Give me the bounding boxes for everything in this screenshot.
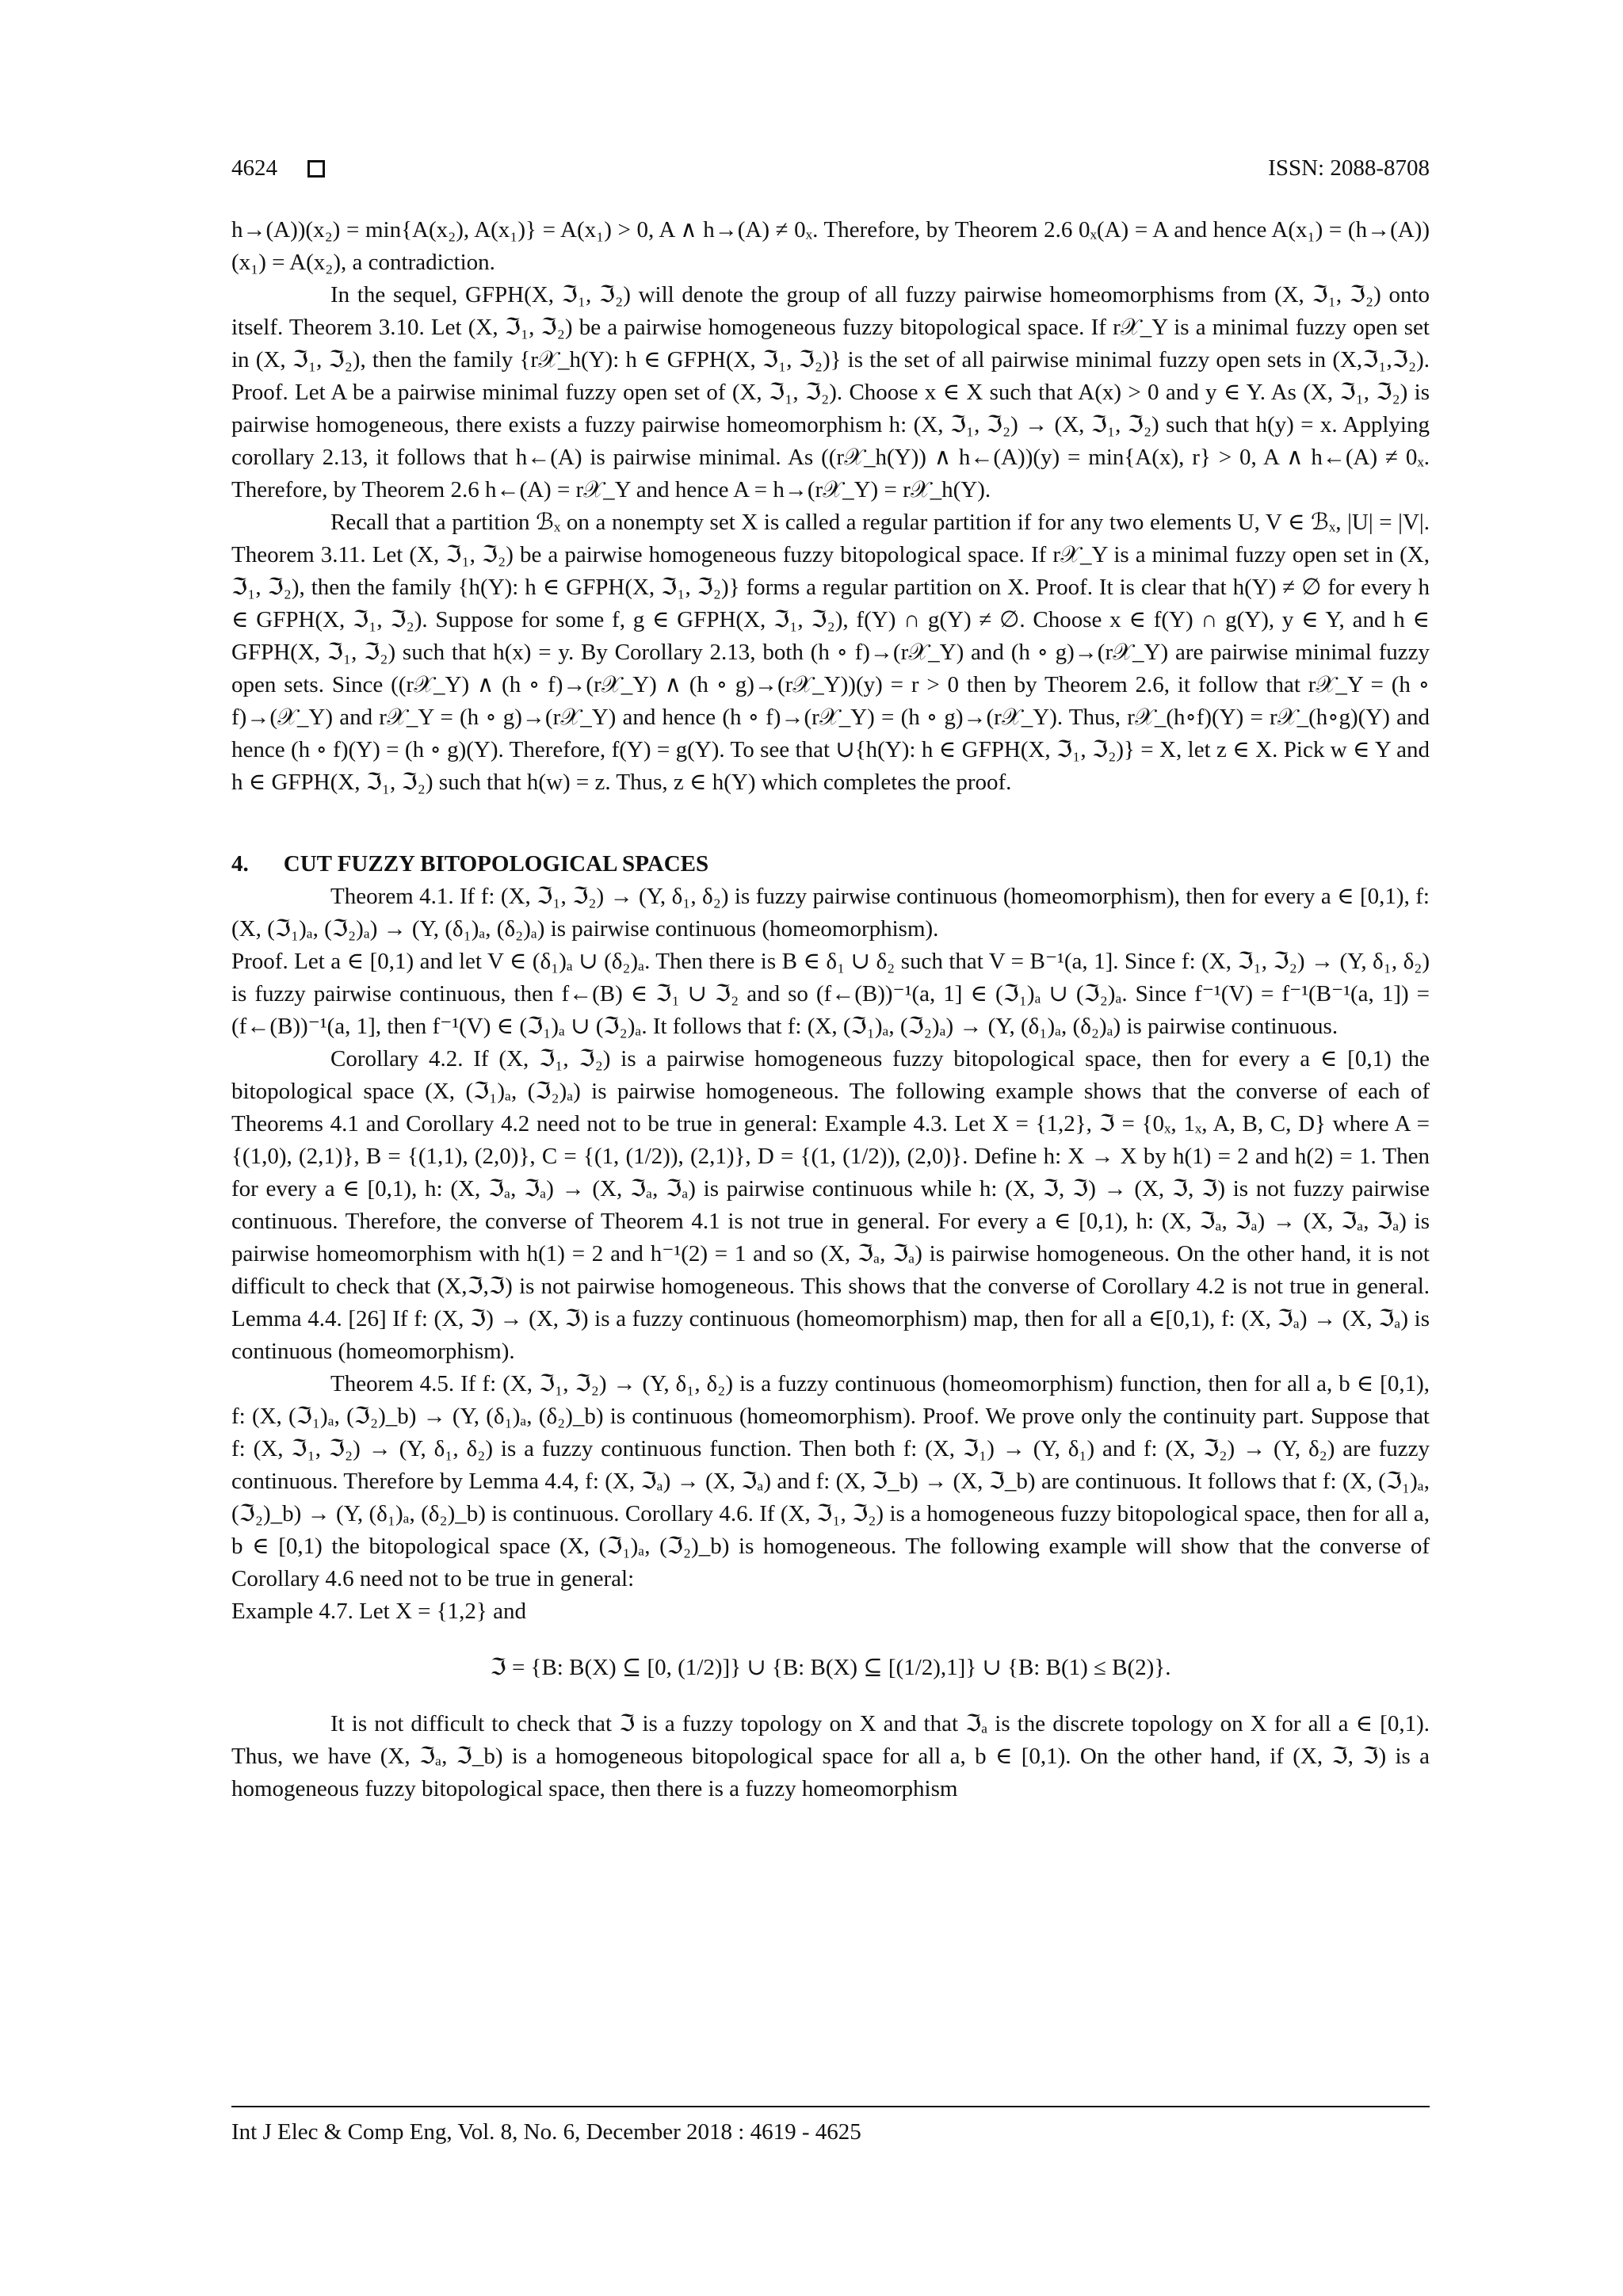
article-body (231, 214, 1430, 1805)
paragraph: Recall that a partition ℬₓ on a nonempty set X is called a regular partition if for any two elements U, V ∈ ℬₓ, |U| = |V|. Theorem 3.11. Let (X, ℑ₁, ℑ₂) be a pairwise homogeneous fuzzy bitopological space. If r𝒳_Y is a minimal fuzzy open set in (X, ℑ₁, ℑ₂), then the family {h(Y): h ∈ GFPH(X, ℑ₁, ℑ₂)} forms a regular partition on X. Proof. It is clear that h(Y) ≠ ∅ for every h ∈ GFPH(X, ℑ₁, ℑ₂). Suppose for some f, g ∈ GFPH(X, ℑ₁, ℑ₂), f(Y) ∩ g(Y) ≠ ∅. Choose x ∈ f(Y) ∩ g(Y), y ∈ Y, and h ∈ GFPH(X, ℑ₁, ℑ₂) such that h(x) = y. By Corollary 2.13, both (h ∘ f)→(r𝒳_Y) and (h ∘ g)→(r𝒳_Y) are pairwise minimal fuzzy open sets. Since ((r𝒳_Y) ∧ (h ∘ f)→(r𝒳_Y) ∧ (h ∘ g)→(r𝒳_Y))(y) = r > 0 then by Theorem 2.6, it follow that r𝒳_Y = (h ∘ f)→(𝒳_Y) and r𝒳_Y = (h ∘ g)→(r𝒳_Y) and hence (h ∘ f)→(r𝒳_Y) = (h ∘ g)→(r𝒳_Y). Thus, r𝒳_(h∘f)(Y) = r𝒳_(h∘g)(Y) and hence (h ∘ f)(Y) = (h ∘ g)(Y). Therefore, f(Y) = g(Y). To see that ∪{h(Y): h ∈ GFPH(X, ℑ₁, ℑ₂)} = X, let z ∈ X. Pick w ∈ Y and h ∈ GFPH(X, ℑ₁, ℑ₂) such that h(w) = z. Thus, z ∈ h(Y) which completes the proof. (231, 510, 1430, 795)
paragraph: Theorem 4.5. If f: (X, ℑ₁, ℑ₂) → (Y, δ₁, δ₂) is a fuzzy continuous (homeomorphism) function, then for all a, b ∈ [0,1), f: (X, (ℑ₁)ₐ, (ℑ₂)_b) → (Y, (δ₁)ₐ, (δ₂)_b) is continuous (homeomorphism). Proof. We prove only the continuity part. Suppose that f: (X, ℑ₁, ℑ₂) → (Y, δ₁, δ₂) is a fuzzy continuous function. Then both f: (X, ℑ₁) → (Y, δ₁) and f: (X, ℑ₂) → (Y, δ₂) are fuzzy continuous. Therefore by Lemma 4.4, f: (X, ℑₐ) → (X, ℑₐ) and f: (X, ℑ_b) → (X, ℑ_b) are continuous. It follows that f: (X, (ℑ₁)ₐ, (ℑ₂)_b) → (Y, (δ₁)ₐ, (δ₂)_b) is continuous. Corollary 4.6. If (X, ℑ₁, ℑ₂) is a homogeneous fuzzy bitopological space, then for all a, b ∈ [0,1) the bitopological space (X, (ℑ₁)ₐ, (ℑ₂)_b) is homogeneous. The following example will show that the converse of Corollary 4.6 need not to be true in general: (231, 1371, 1430, 1591)
section-heading (231, 848, 1430, 881)
section-title: CUT FUZZY BITOPOLOGICAL SPACES (283, 851, 709, 877)
display-equation: ℑ = {B: B(X) ⊆ [0, (1/2)]} ∪ {B: B(X) ⊆ [(1/2),1]} ∪ {B: B(1) ≤ B(2)}. (490, 1655, 1171, 1680)
paragraph: Example 4.7. Let X = {1,2} and (231, 1599, 526, 1624)
paragraph: Theorem 4.1. If f: (X, ℑ₁, ℑ₂) → (Y, δ₁, δ₂) is fuzzy pairwise continuous (homeomorphism), then for every a ∈ [0,1), f: (X, (ℑ₁)ₐ, (ℑ₂)ₐ) → (Y, (δ₁)ₐ, (δ₂)ₐ) is pairwise continuous (homeomorphism). (231, 884, 1430, 942)
section-number: 4. (231, 851, 249, 877)
paragraph: In the sequel, GFPH(X, ℑ₁, ℑ₂) will denote the group of all fuzzy pairwise homeomorphisms from (X, ℑ₁, ℑ₂) onto itself. Theorem 3.10. Let (X, ℑ₁, ℑ₂) be a pairwise homogeneous fuzzy bitopological space. If r𝒳_Y is a minimal fuzzy open set in (X, ℑ₁, ℑ₂), then the family {r𝒳_h(Y): h ∈ GFPH(X, ℑ₁, ℑ₂)} is the set of all pairwise minimal fuzzy open sets in (X,ℑ₁,ℑ₂). Proof. Let A be a pairwise minimal fuzzy open set of (X, ℑ₁, ℑ₂). Choose x ∈ X such that A(x) > 0 and y ∈ Y. As (X, ℑ₁, ℑ₂) is pairwise homogeneous, there exists a fuzzy pairwise homeomorphism h: (X, ℑ₁, ℑ₂) → (X, ℑ₁, ℑ₂) such that h(y) = x. Applying corollary 2.13, it follows that h←(A) is pairwise minimal. As ((r𝒳_h(Y)) ∧ h←(A))(y) = min{A(x), r} > 0, A ∧ h←(A) ≠ 0ₓ. Therefore, by Theorem 2.6 h←(A) = r𝒳_Y and hence A = h→(r𝒳_Y) = r𝒳_h(Y). (231, 282, 1430, 502)
square-bullet-icon (307, 160, 325, 178)
issn: ISSN: 2088-8708 (1268, 155, 1430, 181)
page-number: 4624 (231, 155, 277, 181)
page-header (231, 155, 1430, 187)
paragraph: It is not difficult to check that ℑ is a fuzzy topology on X and that ℑₐ is the discrete topology on X for all a ∈ [0,1). Thus, we have (X, ℑₐ, ℑ_b) is a homogeneous bitopological space for all a, b ∈ [0,1). On the other hand, if (X, ℑ, ℑ) is a homogeneous fuzzy bitopological space, then there is a fuzzy homeomorphism (231, 1711, 1430, 1801)
paragraph: h→(A))(x₂) = min{A(x₂), A(x₁)} = A(x₁) > 0, A ∧ h→(A) ≠ 0ₓ. Therefore, by Theorem 2.6 0ₓ(A) = A and hence A(x₁) = (h→(A))(x₁) = A(x₂), a contradiction. (231, 217, 1430, 275)
page-footer: Int J Elec & Comp Eng, Vol. 8, No. 6, December 2018 : 4619 - 4625 (231, 2119, 861, 2145)
paragraph: Corollary 4.2. If (X, ℑ₁, ℑ₂) is a pairwise homogeneous fuzzy bitopological space, then for every a ∈ [0,1) the bitopological space (X, (ℑ₁)ₐ, (ℑ₂)ₐ) is pairwise homogeneous. The following example shows that the converse of each of Theorems 4.1 and Corollary 4.2 need not to be true in general: Example 4.3. Let X = {1,2}, ℑ = {0ₓ, 1ₓ, A, B, C, D} where A = {(1,0), (2,1)}, B = {(1,1), (2,0)}, C = {(1, (1/2)), (2,1)}, D = {(1, (1/2)), (2,0)}. Define h: X → X by h(1) = 2 and h(2) = 1. Then for every a ∈ [0,1), h: (X, ℑₐ, ℑₐ) → (X, ℑₐ, ℑₐ) is pairwise continuous while h: (X, ℑ, ℑ) → (X, ℑ, ℑ) is not fuzzy pairwise continuous. Therefore, the converse of Theorem 4.1 is not true in general. For every a ∈ [0,1), h: (X, ℑₐ, ℑₐ) → (X, ℑₐ, ℑₐ) is pairwise homeomorphism with h(1) = 2 and h⁻¹(2) = 1 and so (X, ℑₐ, ℑₐ) is pairwise homogeneous. On the other hand, it is not difficult to check that (X,ℑ,ℑ) is not pairwise homogeneous. This shows that the converse of Corollary 4.2 is not true in general. Lemma 4.4. [26] If f: (X, ℑ) → (X, ℑ) is a fuzzy continuous (homeomorphism) map, then for all a ∈[0,1), f: (X, ℑₐ) → (X, ℑₐ) is continuous (homeomorphism). (231, 1046, 1430, 1364)
footer-rule (231, 2106, 1430, 2107)
paragraph: Proof. Let a ∈ [0,1) and let V ∈ (δ₁)ₐ ∪ (δ₂)ₐ. Then there is B ∈ δ₁ ∪ δ₂ such that V = B⁻¹(a, 1]. Since f: (X, ℑ₁, ℑ₂) → (Y, δ₁, δ₂) is fuzzy pairwise continuous, then f←(B) ∈ ℑ₁ ∪ ℑ₂ and so (f←(B))⁻¹(a, 1] ∈ (ℑ₁)ₐ ∪ (ℑ₂)ₐ. Since f⁻¹(V) = f⁻¹(B⁻¹(a, 1]) = (f←(B))⁻¹(a, 1], then f⁻¹(V) ∈ (ℑ₁)ₐ ∪ (ℑ₂)ₐ. It follows that f: (X, (ℑ₁)ₐ, (ℑ₂)ₐ) → (Y, (δ₁)ₐ, (δ₂)ₐ) is pairwise continuous. (231, 949, 1430, 1039)
